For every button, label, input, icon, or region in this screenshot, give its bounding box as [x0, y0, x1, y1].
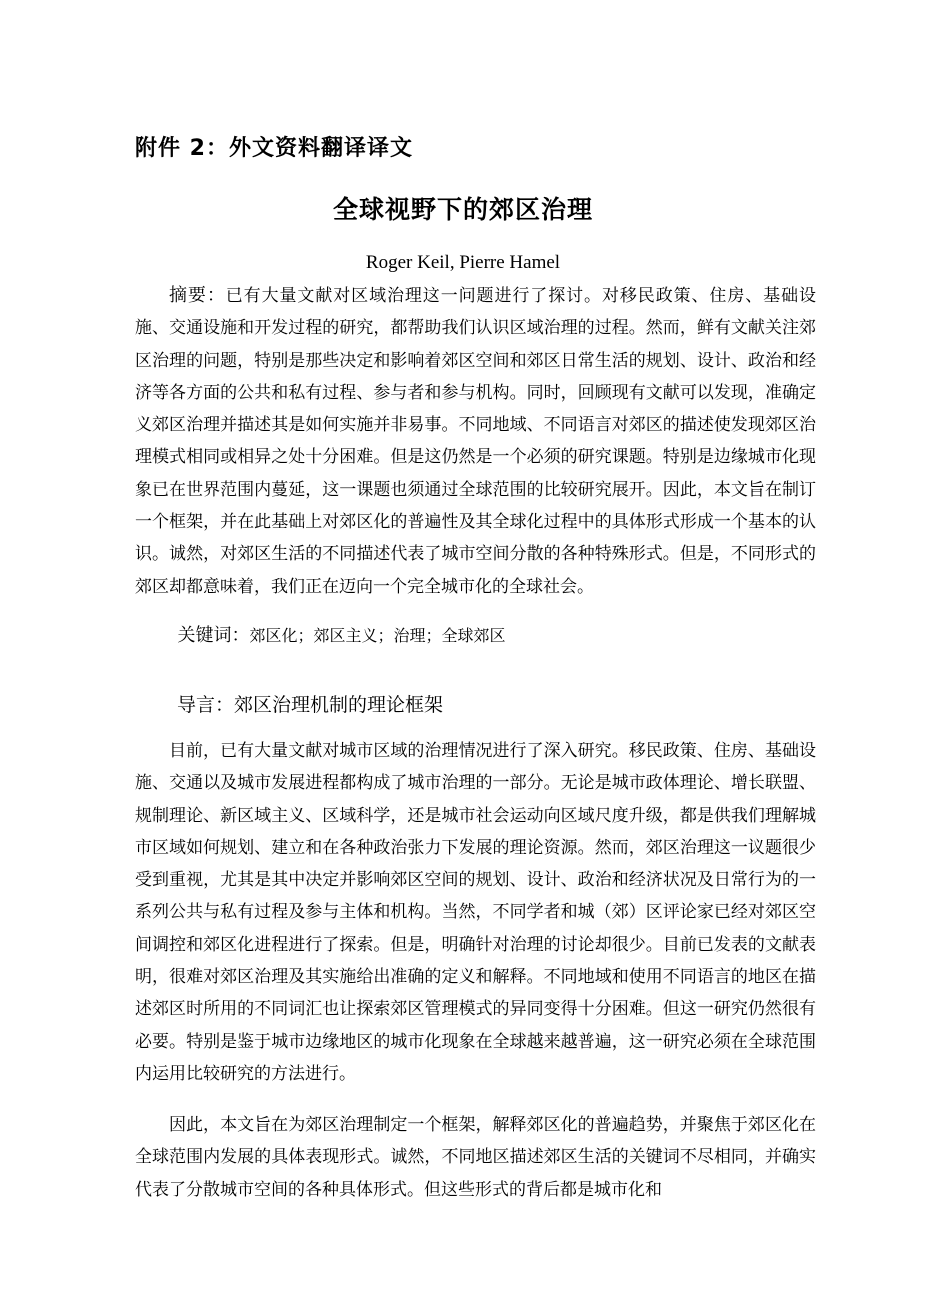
body-paragraph: 因此，本文旨在为郊区治理制定一个框架，解释郊区化的普遍趋势，并聚焦于郊区化在全球范围内发展的具体表现形式。诚然，不同地区描述郊区生活的关键词不尽相同，并确实代表了分散城市空间的各种具体形式。但这些形式的背后都是城市化和: [135, 1115, 816, 1200]
article-authors: Roger Keil, Pierre Hamel: [365, 252, 561, 273]
abstract-text: 已有大量文献对区域治理这一问题进行了探讨。对移民政策、住房、基础设施、交通设施和开发过程的研究，都帮助我们认识区域治理的过程。然而，鲜有文献关注郊区治理的问题，特别是那些决定和影响着郊区空间和郊区日常生活的规划、设计、政治和经济等各方面的公共和私有过程、参与者和参与机构。同时，回顾现有文献可以发现，准确定义郊区治理并描述其是如何实施并非易事。不同地域、不同语言对郊区的描述使发现郊区治理模式相同或相异之处十分困难。但是这仍然是一个必须的研究课题。特别是边缘城市化现象已在世界范围内蔓延，这一课题也须通过全球范围的比较研究展开。因此，本文旨在制订一个框架，并在此基础上对郊区化的普遍性及其全球化过程中的具体形式形成一个基本的认识。诚然，对郊区生活的不同描述代表了城市空间分散的各种特殊形式。但是，不同形式的郊区却都意味着，我们正在迈向一个完全城市化的全球社会。: [135, 286, 817, 597]
keywords-line: [135, 620, 816, 652]
abstract-paragraph: [135, 280, 816, 603]
keywords-label: 关键词：: [177, 625, 250, 646]
section-heading: 导言：郊区治理机制的理论框架: [177, 694, 444, 716]
abstract-label: 摘要：: [169, 285, 226, 306]
attachment-title: 附件 2：外文资料翻译译文: [135, 136, 413, 161]
article-title: 全球视野下的郊区治理: [332, 195, 593, 224]
keywords-text: 郊区化；郊区主义；治理；全球郊区: [249, 626, 506, 645]
body-paragraph: 目前，已有大量文献对城市区域的治理情况进行了深入研究。移民政策、住房、基础设施、交通以及城市发展进程都构成了城市治理的一部分。无论是城市政体理论、增长联盟、规制理论、新区域主义、区域科学，还是城市社会运动向区域尺度升级，都是供我们理解城市区域如何规划、建立和在各种政治张力下发展的理论资源。然而，郊区治理这一议题很少受到重视，尤其是其中决定并影响郊区空间的规划、设计、政治和经济状况及日常行为的一系列公共与私有过程及参与主体和机构。当然，不同学者和城（郊）区评论家已经对郊区空间调控和郊区化进程进行了探索。但是，明确针对治理的讨论却很少。目前已发表的文献表明，很难对郊区治理及其实施给出准确的定义和解释。不同地域和使用不同语言的地区在描述郊区时所用的不同词汇也让探索郊区管理模式的异同变得十分困难。但这一研究仍然很有必要。特别是鉴于城市边缘地区的城市化现象在全球越来越普遍，这一研究必须在全球范围内运用比较研究的方法进行。: [135, 741, 816, 1084]
